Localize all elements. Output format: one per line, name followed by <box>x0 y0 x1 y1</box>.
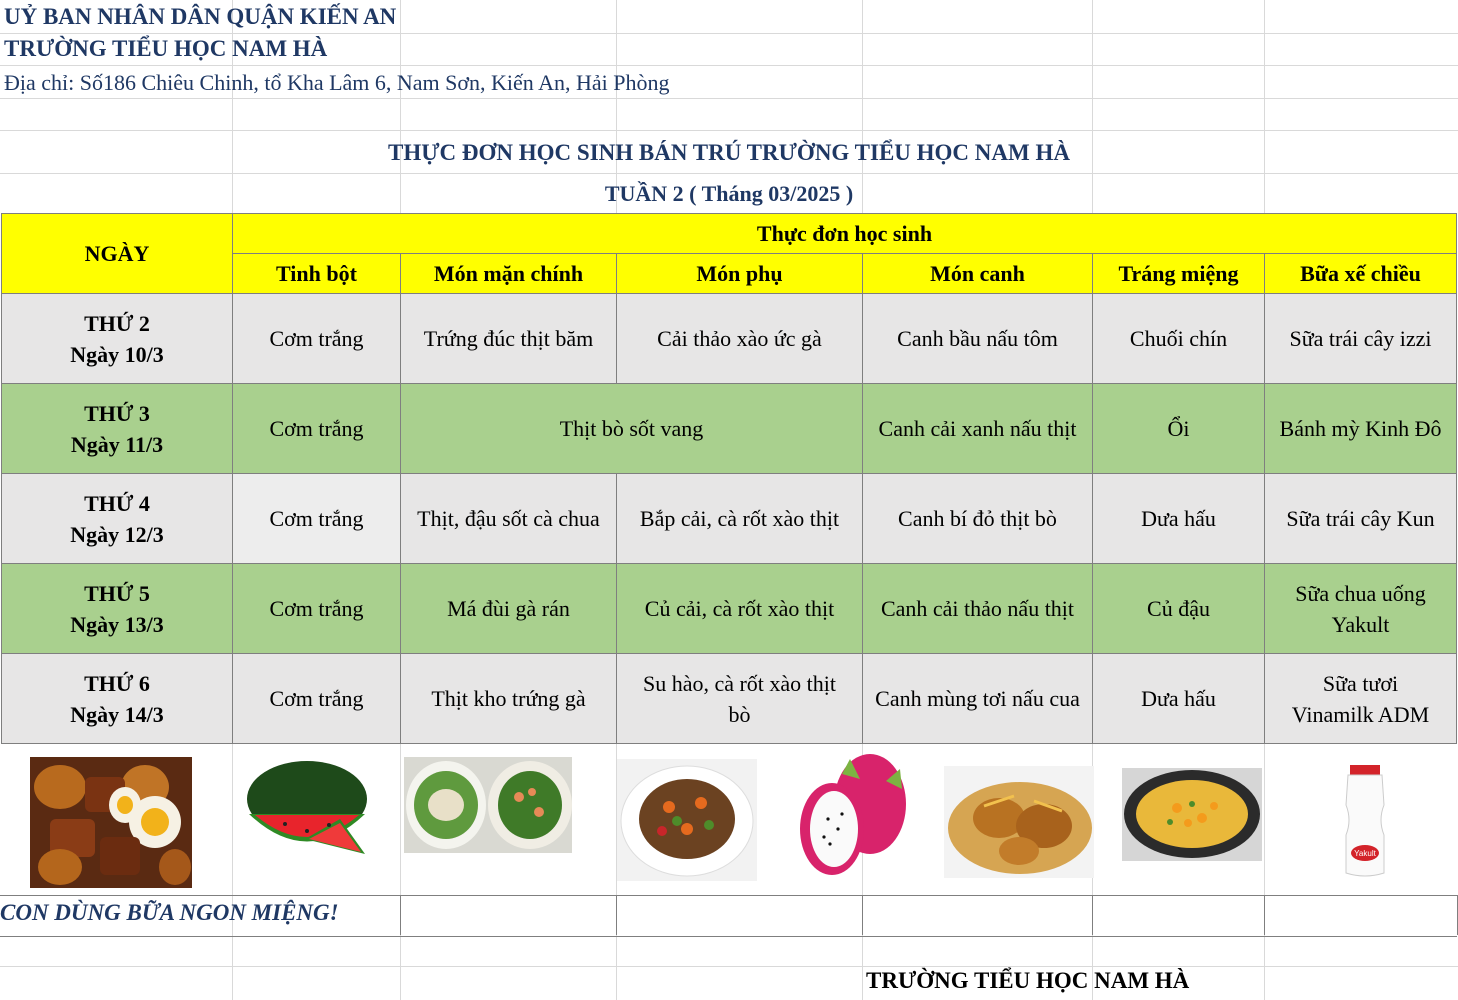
signature-text: TRƯỜNG TIỂU HỌC NAM HÀ <box>866 968 1190 993</box>
dragon-fruit-photo <box>790 749 912 879</box>
menu-cell: Thịt kho trứng gà <box>401 654 617 744</box>
menu-cell: Sữa trái cây izzi <box>1265 294 1457 384</box>
table-row <box>2 384 1457 474</box>
menu-table <box>1 213 1457 744</box>
day-cell: THỨ 3 Ngày 11/3 <box>2 384 233 474</box>
menu-cell: Má đùi gà rán <box>401 564 617 654</box>
menu-cell: Canh bí đỏ thịt bò <box>863 474 1093 564</box>
menu-cell: Củ đậu <box>1093 564 1265 654</box>
district-name: UỶ BAN NHÂN DÂN QUẬN KIẾN AN <box>4 4 397 29</box>
menu-cell: Cơm trắng <box>233 294 401 384</box>
school-address: Địa chỉ: Số186 Chiêu Chinh, tổ Kha Lâm 6, Nam Sơn, Kiến An, Hải Phòng <box>4 70 670 95</box>
school-name: TRƯỜNG TIỂU HỌC NAM HÀ <box>4 36 328 61</box>
day-column-header: NGÀY <box>2 214 233 294</box>
menu-cell: Canh bầu nấu tôm <box>863 294 1093 384</box>
menu-cell: Cơm trắng <box>233 654 401 744</box>
braised-chicken-photo <box>944 766 1094 878</box>
column-header-mon-phu: Món phụ <box>617 254 863 294</box>
menu-cell: Củ cải, cà rốt xào thịt <box>617 564 863 654</box>
column-header-trang-mieng: Tráng miệng <box>1093 254 1265 294</box>
column-header-tinh-bot: Tinh bột <box>233 254 401 294</box>
pumpkin-soup-photo <box>1122 768 1262 861</box>
menu-cell: Trứng đúc thịt băm <box>401 294 617 384</box>
menu-group-header: Thực đơn học sinh <box>233 214 1457 254</box>
week-title: TUẦN 2 ( Tháng 03/2025 ) <box>604 181 854 206</box>
menu-cell: Chuối chín <box>1093 294 1265 384</box>
table-row <box>2 564 1457 654</box>
braised-pork-eggs-photo <box>30 757 192 888</box>
watermelon-photo <box>245 759 377 869</box>
beef-stir-fry-photo <box>617 759 757 881</box>
menu-cell: Cơm trắng <box>233 474 401 564</box>
menu-cell: Canh cải thảo nấu thịt <box>863 564 1093 654</box>
menu-cell: Ổi <box>1093 384 1265 474</box>
column-header-bua-xe: Bữa xế chiều <box>1265 254 1457 294</box>
day-cell: THỨ 6 Ngày 14/3 <box>2 654 233 744</box>
yakult-label: Yakult <box>1354 849 1376 858</box>
menu-cell: Su hào, cà rốt xào thịt bò <box>617 654 863 744</box>
menu-cell: Cải thảo xào ức gà <box>617 294 863 384</box>
column-header-mon-man: Món mặn chính <box>401 254 617 294</box>
menu-cell: Bắp cải, cà rốt xào thịt <box>617 474 863 564</box>
yakult-bottle-photo <box>1340 765 1390 879</box>
slogan-text: CON DÙNG BỮA NGON MIỆNG! <box>0 900 339 925</box>
menu-cell: Dưa hấu <box>1093 474 1265 564</box>
menu-cell: Canh cải xanh nấu thịt <box>863 384 1093 474</box>
menu-cell: Sữa chua uống Yakult <box>1265 564 1457 654</box>
day-cell: THỨ 4 Ngày 12/3 <box>2 474 233 564</box>
menu-title: THỰC ĐƠN HỌC SINH BÁN TRÚ TRƯỜNG TIỂU HỌC NAM HÀ <box>388 140 1070 165</box>
menu-cell: Cơm trắng <box>233 564 401 654</box>
stir-fried-greens-photo <box>404 757 572 853</box>
food-photos <box>0 743 1458 895</box>
table-row <box>2 474 1457 564</box>
menu-cell: Bánh mỳ Kinh Đô <box>1265 384 1457 474</box>
menu-cell: Canh mùng tơi nấu cua <box>863 654 1093 744</box>
menu-cell: Sữa tươi Vinamilk ADM <box>1265 654 1457 744</box>
menu-cell: Sữa trái cây Kun <box>1265 474 1457 564</box>
day-cell: THỨ 5 Ngày 13/3 <box>2 564 233 654</box>
menu-cell: Cơm trắng <box>233 384 401 474</box>
table-row <box>2 294 1457 384</box>
menu-cell: Thịt, đậu sốt cà chua <box>401 474 617 564</box>
menu-cell: Dưa hấu <box>1093 654 1265 744</box>
table-row <box>2 654 1457 744</box>
day-cell: THỨ 2 Ngày 10/3 <box>2 294 233 384</box>
column-header-mon-canh: Món canh <box>863 254 1093 294</box>
menu-cell: Thịt bò sốt vang <box>401 384 863 474</box>
